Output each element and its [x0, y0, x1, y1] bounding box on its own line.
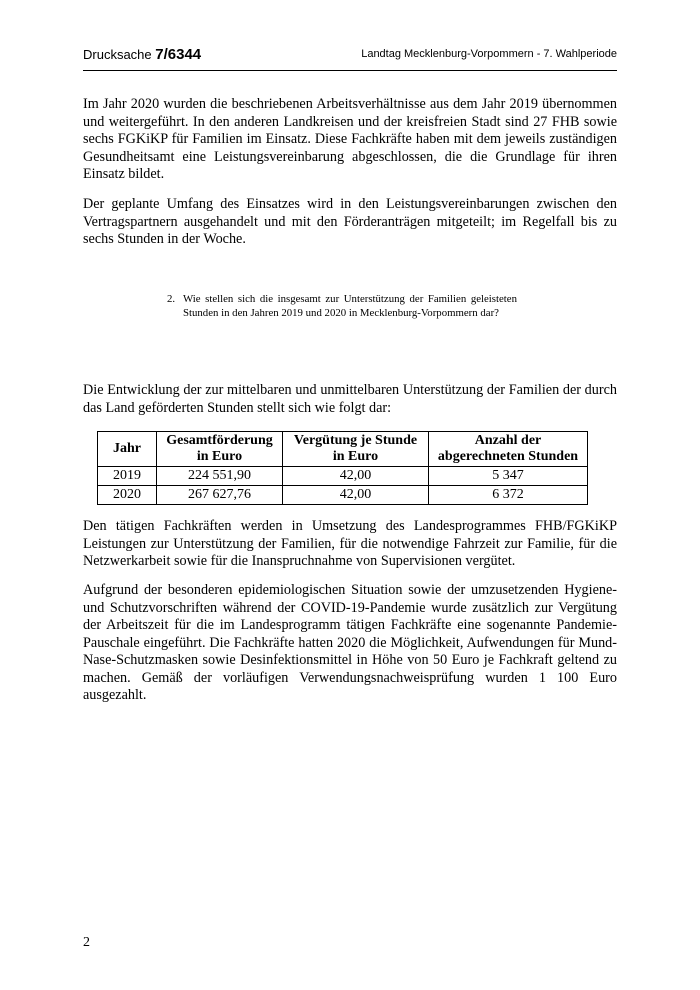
table-row: [98, 467, 588, 486]
page-number: 2: [83, 935, 90, 950]
cell-hours-count: 6 372: [429, 486, 588, 505]
parliament-label: Landtag Mecklenburg-Vorpommern - 7. Wahlperiode: [361, 48, 617, 60]
header-year: Jahr: [98, 432, 157, 467]
document-number: 7/6344: [155, 46, 202, 63]
cell-total-funding: 267 627,76: [157, 486, 283, 505]
hours-table: [97, 431, 588, 505]
cell-rate-per-hour: 42,00: [283, 486, 429, 505]
header-total-funding: Gesamtförderung in Euro: [157, 432, 283, 467]
question-text: Wie stellen sich die insgesamt zur Unterstützung der Familien geleisteten Stunden in den Jahren 2019 und 2020 in Mecklenburg-Vorpommern dar?: [183, 293, 517, 319]
table-row: [98, 486, 588, 505]
paragraph-4: Den tätigen Fachkräften werden in Umsetzung des Landesprogrammes FHB/FGKiKP Leistungen zur Unterstützung der Familien, für die notwendige Fahrzeit zur Familie, für die Netzwerkarbeit sowie für die Inanspruchnahme von Supervisionen vergütet.: [83, 518, 617, 569]
paragraph-1: Im Jahr 2020 wurden die beschriebenen Arbeitsverhältnisse aus dem Jahr 2019 übernommen und weitergeführt. In den anderen Landkreisen und der kreisfreien Stadt sind 27 FHB sowie sechs FGKiKP für Familien im Einsatz. Diese Fachkräfte haben mit dem jeweils zuständigen Gesundheitsamt eine Leistungsvereinbarung abgeschlossen, die die Grundlage für ihren Einsatz bildet.: [83, 96, 617, 182]
cell-total-funding: 224 551,90: [157, 467, 283, 486]
document-id: [83, 46, 201, 63]
header-hours-count: Anzahl der abgerechneten Stunden: [429, 432, 588, 467]
cell-year: 2019: [98, 467, 157, 486]
paragraph-2: Der geplante Umfang des Einsatzes wird in den Leistungsvereinbarungen zwischen den Vertragspartnern ausgehandelt und mit den Förderanträgen mitgeteilt; im Regelfall bis zu sechs Stunden in der Woche.: [83, 196, 617, 247]
question-number: 2.: [167, 293, 176, 305]
cell-rate-per-hour: 42,00: [283, 467, 429, 486]
cell-hours-count: 5 347: [429, 467, 588, 486]
question-block: [167, 292, 517, 320]
table-header-row: [98, 432, 588, 467]
page-header: [83, 44, 617, 71]
cell-year: 2020: [98, 486, 157, 505]
paragraph-5: Aufgrund der besonderen epidemiologischen Situation sowie der umzusetzenden Hygiene- und Schutzvorschriften während der COVID-19-Pandemie wurde zusätzlich zur Vergütung der Arbeitszeit für die im Landesprogramm tätigen Fachkräfte eine sogenannte Pandemie-Pauschale eingeführt. Die Fachkräfte hatten 2020 die Möglichkeit, Aufwendungen für Mund-Nase-Schutzmasken sowie Desinfektionsmittel in Höhe von 50 Euro je Fachkraft geltend zu machen. Gemäß der vorläufigen Verwendungsnachweisprüfung wurden 1 100 Euro ausgezahlt.: [83, 582, 617, 703]
paragraph-3: Die Entwicklung der zur mittelbaren und unmittelbaren Unterstützung der Familien der durch das Land geförderten Stunden stellt sich wie folgt dar:: [83, 382, 617, 416]
header-rate-per-hour: Vergütung je Stunde in Euro: [283, 432, 429, 467]
document-label: Drucksache: [83, 47, 156, 62]
